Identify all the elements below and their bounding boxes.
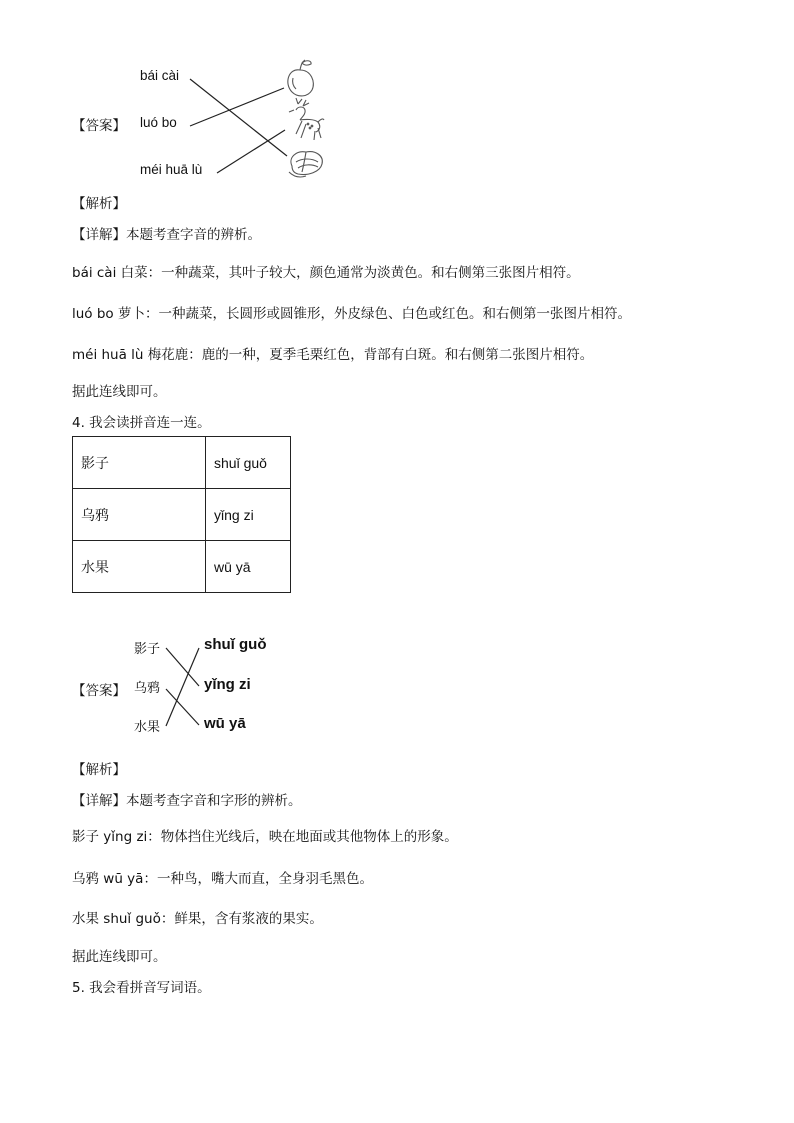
q4-line-wuya-to-wuya (166, 689, 199, 725)
question-5-title: 5. 我会看拼音写词语。 (72, 980, 211, 996)
q4-answer-pinyin-shuiguo: shuǐ guǒ (204, 636, 267, 653)
explanation-meihualu: méi huā lù 梅花鹿：鹿的一种，夏季毛栗红色，背部有白斑。和右侧第二张图片相符。 (72, 347, 594, 363)
question-4-title: 4. 我会读拼音连一连。 (72, 415, 211, 431)
conclusion-text-q4: 据此连线即可。 (72, 949, 167, 965)
analysis-label-q4: 【解析】 (72, 762, 126, 778)
explanation-yingzi: 影子 yǐng zi：物体挡住光线后，映在地面或其他物体上的形象。 (72, 829, 458, 845)
q3-pinyin-meihualu: méi huā lù (140, 162, 203, 177)
table-cell-pinyin: wū yā (206, 541, 291, 593)
explanation-baicai: bái cài 白菜：一种蔬菜，其叶子较大，颜色通常为淡黄色。和右侧第三张图片相符。 (72, 265, 580, 281)
q4-answer-word-shuiguo: 水果 (134, 720, 161, 735)
detail-label-q4: 【详解】 (72, 793, 126, 809)
answer-label: 【答案】 (72, 118, 126, 134)
detail-label: 【详解】 (72, 227, 126, 243)
table-cell-word: 水果 (73, 541, 206, 593)
q4-answer-word-yingzi: 影子 (134, 642, 161, 657)
analysis-label: 【解析】 (72, 196, 126, 212)
q3-pinyin-baicai: bái cài (140, 68, 180, 83)
q4-answer-pinyin-yingzi: yǐng zi (204, 676, 251, 693)
q4-line-shuiguo-to-shuiguo (166, 648, 199, 726)
explanation-luobo: luó bo 萝卜：一种蔬菜，长圆形或圆锥形，外皮绿色、白色或红色。和右侧第一张图片相符。 (72, 306, 631, 322)
detail-line-q4 (72, 789, 302, 809)
q4-line-yingzi-to-yingzi (166, 648, 199, 686)
table-cell-pinyin: shuǐ guǒ (206, 437, 291, 489)
explanation-wuya: 乌鸦 wū yā：一种鸟，嘴大而直，全身羽毛黑色。 (72, 871, 373, 887)
answer-label-q4: 【答案】 (72, 683, 126, 699)
table-cell-word: 影子 (73, 437, 206, 489)
conclusion-text: 据此连线即可。 (72, 384, 167, 400)
detail-text: 本题考查字音的辨析。 (126, 227, 261, 243)
table-cell-pinyin: yǐng zi (206, 489, 291, 541)
q4-answer-word-wuya: 乌鸦 (134, 681, 161, 696)
q4-answer-pinyin-wuya: wū yā (204, 715, 246, 732)
q3-pinyin-luobo: luó bo (140, 115, 177, 130)
detail-text-q4: 本题考查字音和字形的辨析。 (126, 793, 302, 809)
table-cell-word: 乌鸦 (73, 489, 206, 541)
explanation-shuiguo: 水果 shuǐ guǒ：鲜果，含有浆液的果实。 (72, 911, 323, 927)
